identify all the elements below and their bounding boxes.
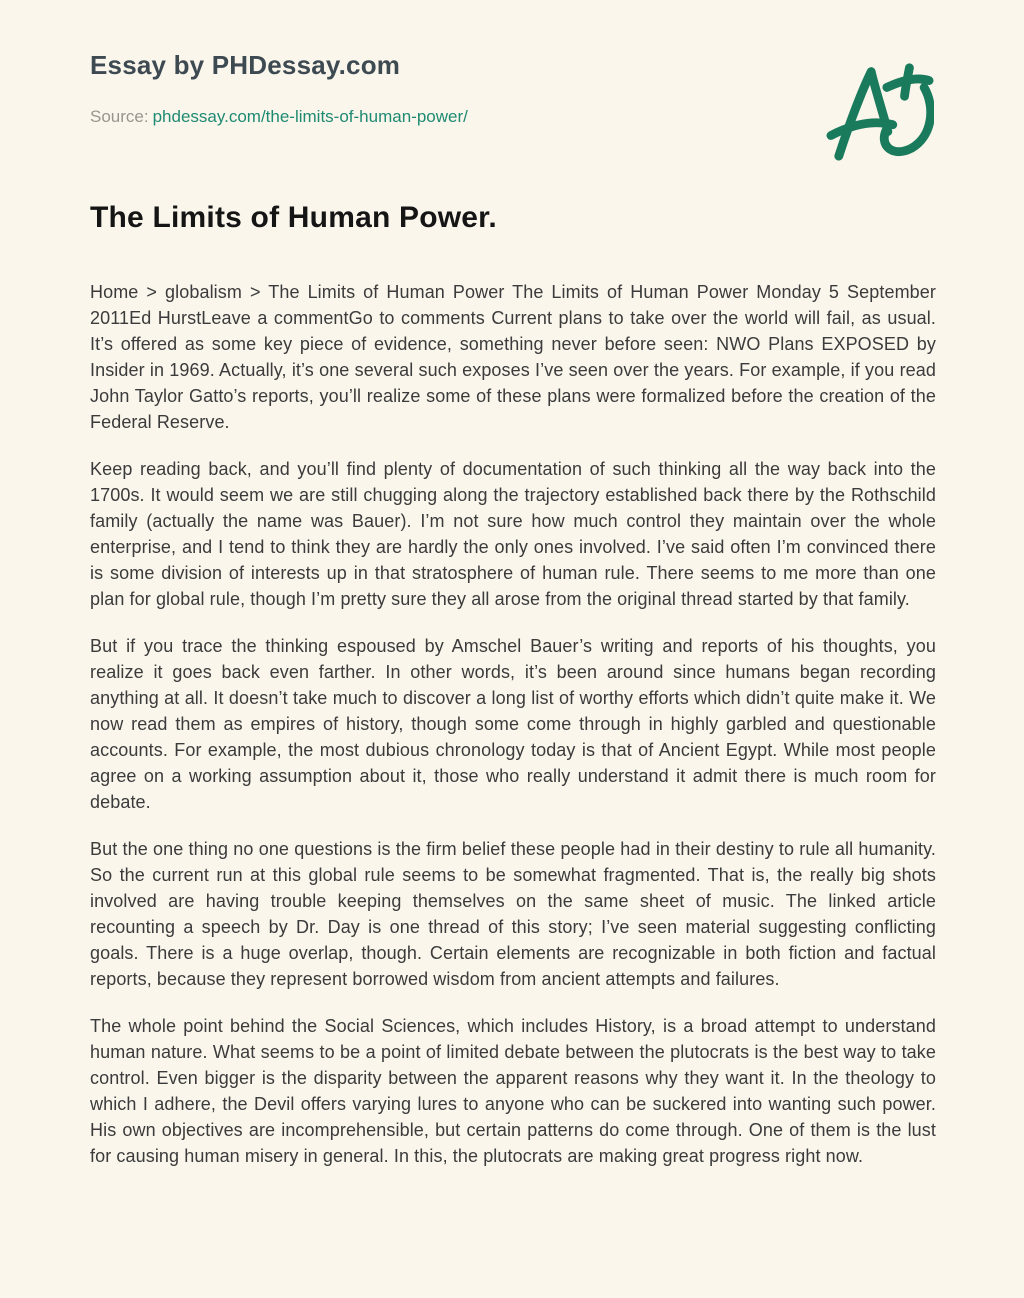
a-plus-logo-icon [826, 58, 934, 162]
essay-body [90, 279, 936, 1169]
essay-paragraph: But the one thing no one questions is the firm belief these people had in their destiny to rule all humanity. So the current run at this global rule seems to be somewhat fragmented. That is, the really big shots involved are having trouble keeping themselves on the same sheet of music. The linked article recounting a speech by Dr. Day is one thread of this story; I’ve seen material suggesting conflicting goals. There is a huge overlap, though. Certain elements are recognizable in both fiction and factual reports, because they represent borrowed wisdom from ancient attempts and failures. [90, 839, 936, 989]
source-link[interactable]: phdessay.com/the-limits-of-human-power/ [152, 107, 468, 126]
source-label: Source: [90, 107, 149, 126]
essay-paragraph: Home > globalism > The Limits of Human Power The Limits of Human Power Monday 5 September 2011Ed HurstLeave a commentGo to comments Current plans to take over the world will fail, as usual. It’s offered as some key piece of evidence, something never before seen: NWO Plans EXPOSED by Insider in 1969. Actually, it’s one several such exposes I’ve seen over the years. For example, if you read John Taylor Gatto’s reports, you’ll realize some of these plans were formalized before the creation of the Federal Reserve. [90, 282, 936, 432]
essay-paragraph: The whole point behind the Social Sciences, which includes History, is a broad attempt to understand human nature. What seems to be a point of limited debate between the plutocrats is the best way to take control. Even bigger is the disparity between the apparent reasons why they want it. In the theology to which I adhere, the Devil offers varying lures to anyone who can be suckered into wanting such power. His own objectives are incomprehensible, but certain patterns do come through. One of them is the lust for causing human misery in general. In this, the plutocrats are making great progress right now. [90, 1016, 936, 1166]
essay-paragraph: Keep reading back, and you’ll find plenty of documentation of such thinking all the way back into the 1700s. It would seem we are still chugging along the trajectory established back there by the Rothschild family (actually the name was Bauer). I’m not sure how much control they maintain over the whole enterprise, and I tend to think they are hardly the only ones involved. I’ve said often I’m convinced there is some division of interests up in that stratosphere of human rule. There seems to me more than one plan for global rule, though I’m pretty sure they all arose from the original thread started by that family. [90, 459, 936, 609]
essay-title: The Limits of Human Power. [90, 201, 497, 234]
source-line [90, 107, 936, 127]
site-header-title: Essay by PHDessay.com [90, 50, 401, 80]
essay-paragraph: But if you trace the thinking espoused by Amschel Bauer’s writing and reports of his thoughts, you realize it goes back even farther. In other words, it’s been around since humans began recording anything at all. It doesn’t take much to discover a long list of worthy efforts which didn’t quite make it. We now read them as empires of history, though some come through in highly garbled and questionable accounts. For example, the most dubious chronology today is that of Ancient Egypt. While most people agree on a working assumption about it, those who really understand it admit there is much room for debate. [90, 636, 936, 812]
phdessay-logo [826, 58, 934, 162]
page-header [90, 50, 936, 127]
